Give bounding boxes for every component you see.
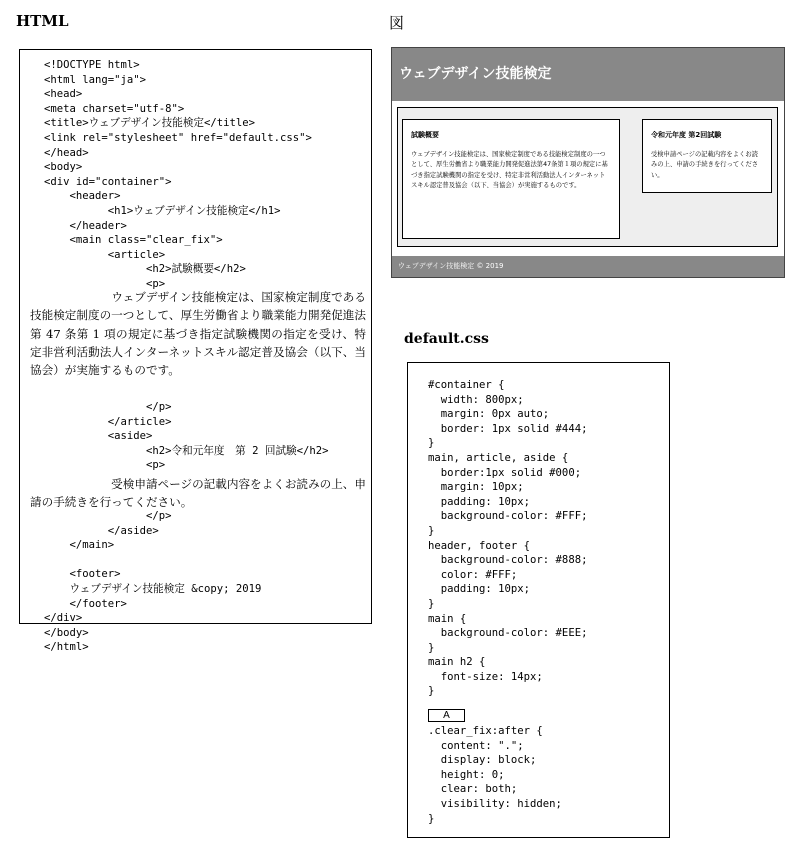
css-code-top: #container { width: 800px; margin: 0px auto; border: 1px solid #444; } main, article, aside { border:1px solid #000; margin: 10px; padding: 10px; background-color: #FFF; } header, footer { background-color: #888; color: #FFF; padding: 10px; } main { background-color: #EEE; } main h2 { font-size: 14px; } [428,379,588,698]
figure-header-title: ウェブデザイン技能検定 [399,66,552,82]
html-paragraph-2: 受検申請ページの記載内容をよくお読みの上、申請の手続きを行ってください。 [30,477,366,510]
figure-aside-heading: 令和元年度 第2回試験 [651,131,722,139]
rendered-figure [391,47,785,278]
html-code-bottom: </p> </aside> </main> <footer> ウェブデザイン技能検定 &copy; 2019 </footer> </div> </body> </html> [44,510,262,654]
figure-aside [642,119,772,193]
figure-main [397,107,778,247]
html-heading: HTML [16,12,69,30]
html-code-top: <!DOCTYPE html> <html lang="ja"> <head> <meta charset="utf-8"> <title>ウェブデザイン技能検定</title> <link rel="stylesheet" href="default.css"> </head> <body> <div id="container"> <header> <h1>ウェブデザイン技能検定</h1> </header> <main class="clear_fix"> <article> <h2>試験概要</h2> <p> [44,59,312,290]
html-paragraph-1: ウェブデザイン技能検定は、国家検定制度である技能検定制度の一つとして、厚生労働省より職業能力開発促進法第 47 条第 1 項の規定に基づき指定試験機関の指定を受け、特定非営利活動法人インターネットスキル認定普及協会（以下、当協会）が実施するものです。 [30,290,366,378]
blank-a-label: A [428,709,465,722]
figure-article [402,119,620,239]
figure-heading: 図 [389,14,405,32]
css-code-box [407,362,670,838]
css-heading: default.css [404,331,489,347]
figure-aside-text: 受検申請ページの記載内容をよくお読みの上、申請の手続きを行ってください。 [651,151,759,179]
figure-footer: ウェブデザイン技能検定 © 2019 [392,256,784,277]
css-code-bottom: .clear_fix:after { content: "."; display: block; height: 0; clear: both; visibility: hidden; } [428,725,562,825]
html-code-middle: </p> </article> <aside> <h2>令和元年度 第 2 回試験</h2> <p> [107,401,329,472]
figure-header [392,48,784,101]
html-code-box [19,49,372,654]
figure-article-text: ウェブデザイン技能検定は、国家検定制度である技能検定制度の一つとして、厚生労働省より職業能力開発促進法第47条第１項の規定に基づき指定試験機関の指定を受け、特定非営利活動法人インターネットスキル認定普及協会（以下、当協会）が実施するものです。 [411,151,608,190]
figure-article-heading: 試験概要 [411,131,439,139]
